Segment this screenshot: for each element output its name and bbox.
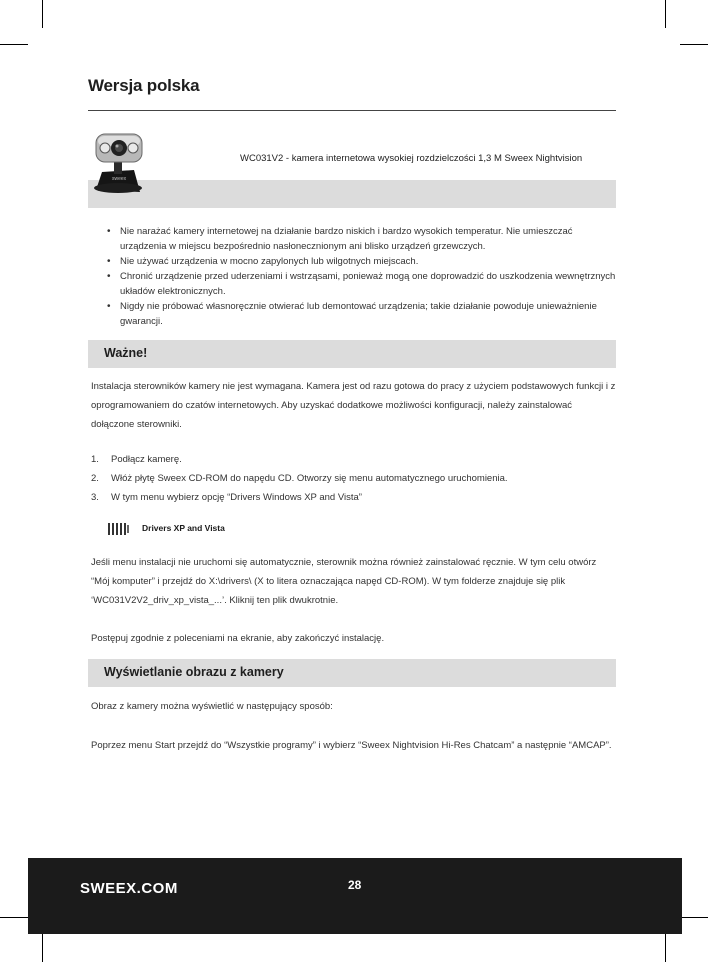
display-intro: Obraz z kamery można wyświetlić w następujący sposób: xyxy=(91,701,333,712)
drivers-menu-label: Drivers XP and Vista xyxy=(142,523,225,533)
step-number: 3. xyxy=(91,492,99,503)
display-section-header xyxy=(88,659,616,687)
crop-mark xyxy=(680,917,708,918)
product-title: WC031V2 - kamera internetowa wysokiej rozdzielczości 1,3 M Sweex Nightvision xyxy=(240,153,583,164)
crop-mark xyxy=(0,44,28,45)
menu-bars-icon xyxy=(108,523,130,535)
follow-instructions-text: Postępuj zgodnie z poleceniami na ekranie, aby zakończyć instalację. xyxy=(91,633,385,644)
warning-item: • Nie narażać kamery internetowej na działanie bardzo niskich i bardzo wysokich temperatur. Nie umieszczać urządzenia w miejscu bezpośrednio nasłonecznionym ani blisko urządzeń grzewczych. xyxy=(106,224,618,254)
header-divider xyxy=(88,110,616,111)
step-item xyxy=(91,488,508,507)
important-intro: Instalacja sterowników kamery nie jest wymagana. Kamera jest od razu gotowa do pracy z użyciem podstawowych funkcji i z oprogramowaniem do czatów internetowych. Aby uzyskać dodatkowe możliwości konfiguracji, należy zainstalować dołączone sterowniki. xyxy=(91,381,616,430)
display-section-title: Wyświetlanie obrazu z kamery xyxy=(104,665,284,679)
page-number: 28 xyxy=(348,878,362,892)
sweex-brand: SWEEX.COM xyxy=(80,880,178,897)
webcam-image xyxy=(88,128,148,194)
step-item xyxy=(91,450,508,469)
crop-mark xyxy=(680,44,708,45)
warning-item: • Nigdy nie próbować własnoręcznie otwierać lub demontować urządzenia; takie działanie powoduje unieważnienie gwarancji. xyxy=(106,299,618,329)
display-instructions: Poprzez menu Start przejdź do “Wszystkie programy” i wybierz “Sweex Nightvision Hi-Res Chatcam” a następnie “AMCAP”. xyxy=(91,740,612,751)
camera-brand-label: sweex xyxy=(112,176,127,182)
step-item xyxy=(91,469,508,488)
crop-mark xyxy=(665,934,666,962)
step-text: Podłącz kamerę. xyxy=(111,454,182,465)
installation-steps xyxy=(91,450,508,507)
crop-mark xyxy=(42,934,43,962)
page-title: Wersja polska xyxy=(88,76,200,95)
warnings-list xyxy=(106,224,618,329)
manual-install-text: Jeśli menu instalacji nie uruchomi się automatycznie, sterownik można również zainstalować ręcznie. W tym celu otwórz “Mój komputer” i przejdź do X:\drivers\ (X to litera oznaczająca napęd CD-ROM). W tym folderze znajduje się plik ‘WC031V2V2_driv_xp_vista_...’. Kliknij ten plik dwukrotnie. xyxy=(91,557,597,606)
important-section-title: Ważne! xyxy=(104,346,148,360)
warning-item: • Chronić urządzenie przed uderzeniami i wstrząsami, ponieważ mogą one doprowadzić do uszkodzenia wewnętrznych układów elektronicznych. xyxy=(106,269,618,299)
crop-mark xyxy=(42,0,43,28)
step-number: 2. xyxy=(91,473,99,484)
product-band xyxy=(88,180,616,208)
step-text: W tym menu wybierz opcję “Drivers Windows XP and Vista” xyxy=(111,492,362,503)
warning-item: • Nie używać urządzenia w mocno zapylonych lub wilgotnych miejscach. xyxy=(106,254,618,269)
step-text: Włóż płytę Sweex CD-ROM do napędu CD. Otworzy się menu automatycznego uruchomienia. xyxy=(111,473,508,484)
crop-mark xyxy=(0,917,28,918)
crop-mark xyxy=(665,0,666,28)
important-section-header xyxy=(88,340,616,368)
step-number: 1. xyxy=(91,454,99,465)
footer-bar xyxy=(28,858,682,934)
